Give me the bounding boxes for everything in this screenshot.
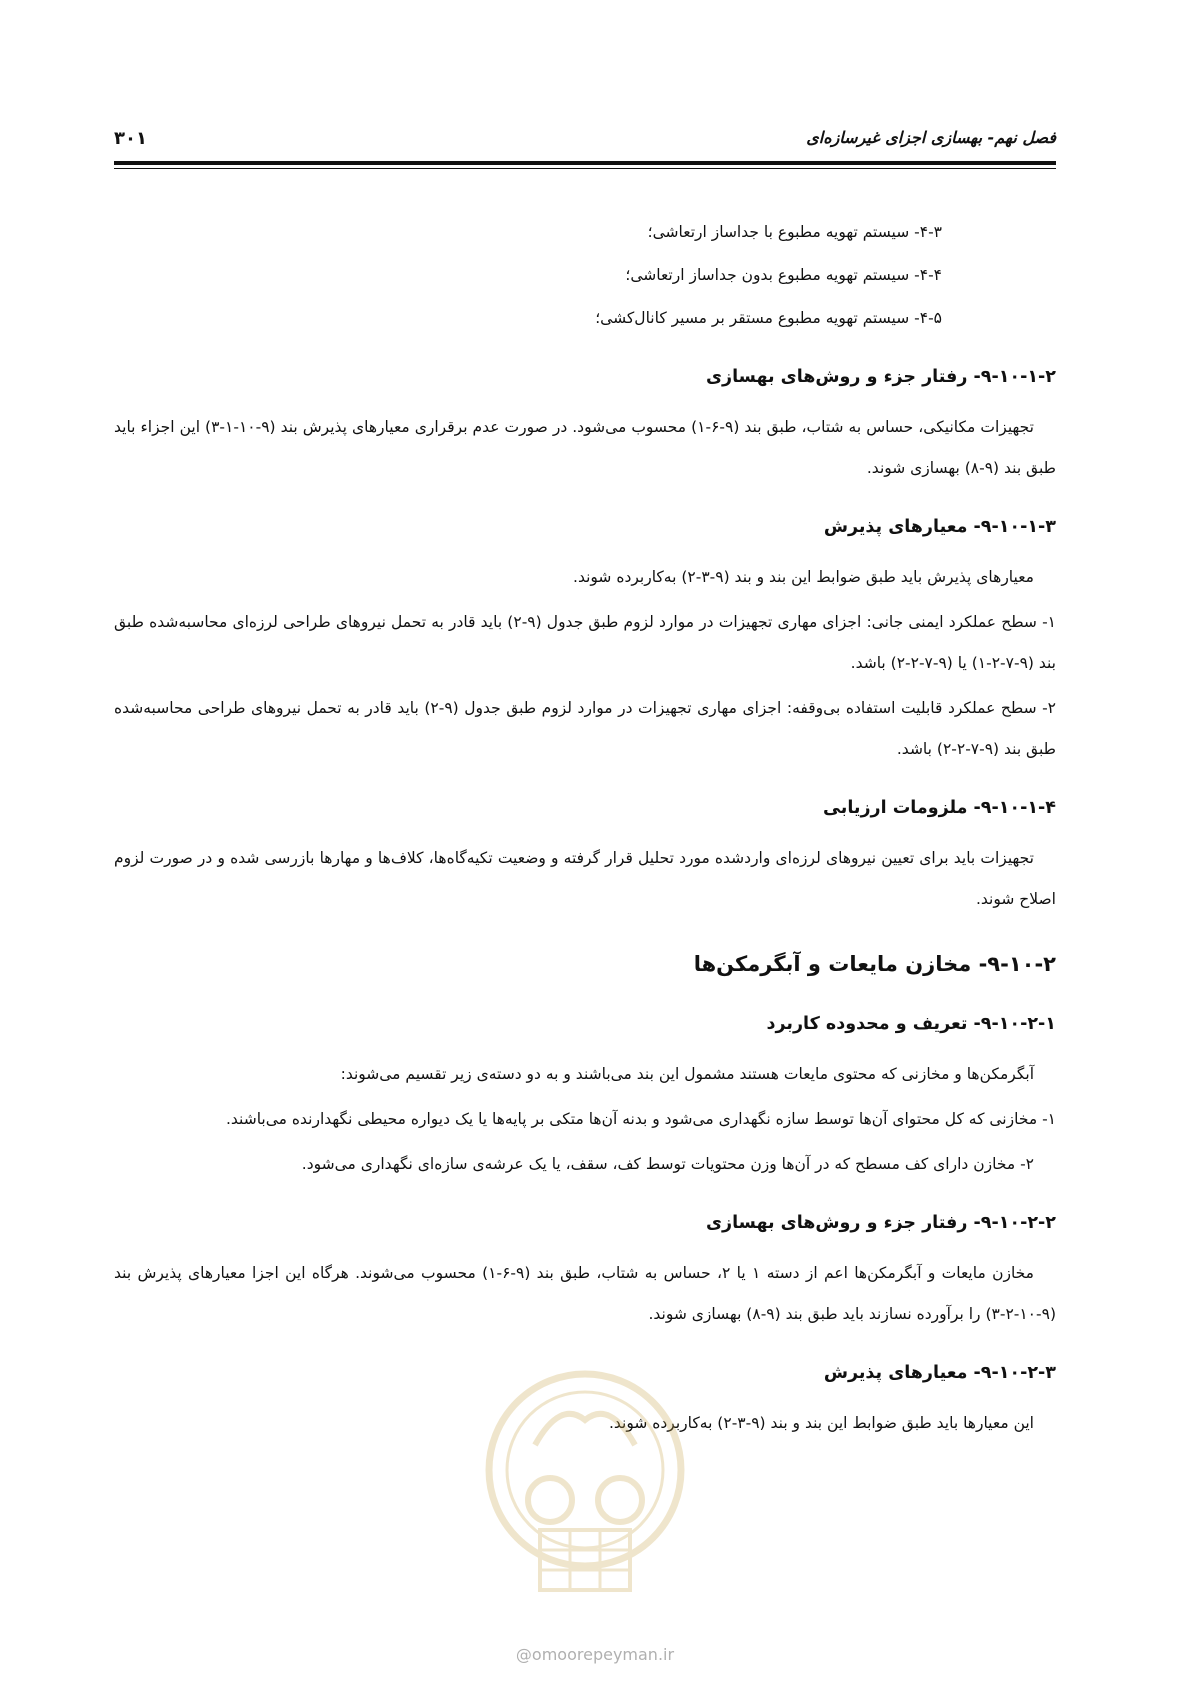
paragraph: ۲- مخازن دارای کف مسطح که در آن‌ها وزن محتویات توسط کف، سقف، یا یک عرشه‌ی سازه‌ای نگهداری می‌شود. xyxy=(301,1155,1034,1173)
header-rule-thick xyxy=(114,161,1056,165)
watermark-site: @omoorepeyman.ir xyxy=(515,1645,675,1664)
paragraph: تجهیزات مکانیکی، حساس به شتاب، طبق بند (۹-۶-۱) محسوب می‌شود. در صورت عدم برقراری معیارهای پذیرش بند (۹-۱۰-۱-۳) این اجزاء باید طبق بند (۹-۸) بهسازی شوند. xyxy=(114,418,1056,477)
section-heading: ۹-۱۰-۲-۱- تعریف و محدوده کاربرد xyxy=(766,1014,1056,1034)
list-item: ۴-۳- سیستم تهویه مطبوع با جداساز ارتعاشی؛ xyxy=(647,223,942,241)
chapter-title: فصل نهم- بهسازی اجزای غیرسازه‌ای xyxy=(806,128,1056,147)
list-item: ۴-۵- سیستم تهویه مطبوع مستقر بر مسیر کانال‌کشی؛ xyxy=(595,309,942,327)
section-heading: ۹-۱۰-۲-۲- رفتار جزء و روش‌های بهسازی xyxy=(705,1213,1056,1233)
section-heading: ۹-۱۰-۲-۳- معیارهای پذیرش xyxy=(823,1363,1056,1383)
paragraph: ۲- سطح عملکرد قابلیت استفاده بی‌وقفه: اجزای مهاری تجهیزات در موارد لزوم طبق جدول (۹-۲) باید قادر به تحمل نیروهای طراحی محاسبه‌شده طبق بند (۹-۷-۲-۲) باشد. xyxy=(114,699,1056,758)
paragraph: مخازن مایعات و آبگرمکن‌ها اعم از دسته ۱ یا ۲، حساس به شتاب، طبق بند (۹-۶-۱) محسوب می‌شوند. هرگاه این اجزا معیارهای پذیرش بند (۹-۱۰-۲-۳) را برآورده نسازند باید طبق بند (۹-۸) بهسازی شوند. xyxy=(114,1264,1056,1323)
section-heading: ۹-۱۰-۱-۳- معیارهای پذیرش xyxy=(823,517,1056,537)
chapter-section-heading: ۹-۱۰-۲- مخازن مایعات و آبگرمکن‌ها xyxy=(693,952,1056,976)
page-header xyxy=(114,120,1056,156)
page-number: ۳۰۱ xyxy=(114,128,147,149)
page-content xyxy=(114,212,1056,1448)
paragraph: تجهیزات باید برای تعیین نیروهای لرزه‌ای واردشده مورد تحلیل قرار گرفته و وضعیت تکیه‌گاه‌ها، کلاف‌ها و مهارها بازرسی شده و در صورت لزوم اصلاح شوند. xyxy=(114,849,1056,908)
paragraph: ۱- سطح عملکرد ایمنی جانی: اجزای مهاری تجهیزات در موارد لزوم طبق جدول (۹-۲) باید قادر به تحمل نیروهای طراحی لرزه‌ای محاسبه‌شده طبق بند (۹-۷-۲-۱) یا (۹-۷-۲-۲) باشد. xyxy=(114,613,1056,672)
paragraph: آبگرمکن‌ها و مخازنی که محتوی مایعات هستند مشمول این بند می‌باشند و به دو دسته‌ی زیر تقسیم می‌شوند: xyxy=(340,1065,1034,1083)
header-rule-thin xyxy=(114,168,1056,169)
paragraph: معیارهای پذیرش باید طبق ضوابط این بند و بند (۹-۳-۲) به‌کاربرده شوند. xyxy=(573,568,1034,586)
paragraph: ۱- مخازنی که کل محتوای آن‌ها توسط سازه نگهداری می‌شود و بدنه آن‌ها متکی بر پایه‌ها یا یک دیواره محیطی نگهدارنده می‌باشند. xyxy=(225,1110,1056,1128)
watermark-seal-icon xyxy=(480,1360,690,1610)
section-heading: ۹-۱۰-۱-۲- رفتار جزء و روش‌های بهسازی xyxy=(705,367,1056,387)
list-item: ۴-۴- سیستم تهویه مطبوع بدون جداساز ارتعاشی؛ xyxy=(625,266,942,284)
paragraph: این معیارها باید طبق ضوابط این بند و بند (۹-۳-۲) به‌کاربرده شوند. xyxy=(608,1414,1034,1432)
section-heading: ۹-۱۰-۱-۴- ملزومات ارزیابی xyxy=(823,798,1056,818)
